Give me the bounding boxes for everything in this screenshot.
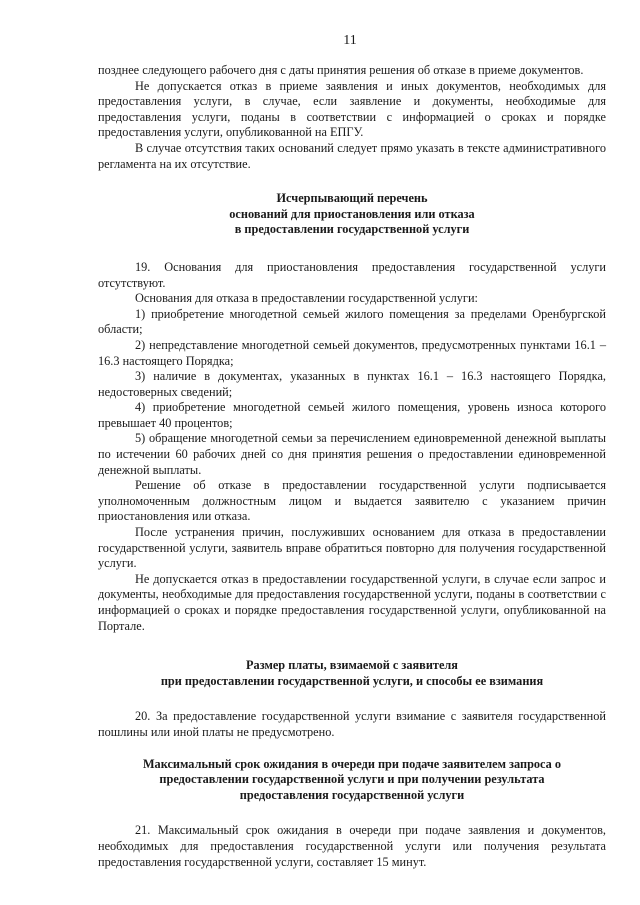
- section-heading-grounds: [98, 191, 606, 238]
- list-item-5: 5) обращение многодетной семьи за перечислением единовременной денежной выплаты по истечении 60 рабочих дней со дня принятия решения о предоставлении единовременной денежной выплаты.: [98, 431, 606, 477]
- heading-line: предоставления государственной услуги: [239, 787, 465, 802]
- document-body: [98, 63, 606, 870]
- paragraph-absence-note: В случае отсутствия таких оснований следует прямо указать в тексте административного регламента на их отсутствие.: [98, 140, 606, 171]
- paragraph-no-refusal-epgu: Не допускается отказ в приеме заявления и иных документов, необходимых для предоставления услуги, в случае, если заявление и документы, необходимые для предоставления услуги, поданы в соответствии с информацией о сроках и порядке предоставления услуги, опубликованной на ЕПГУ.: [98, 78, 606, 140]
- paragraph-21: 21. Максимальный срок ожидания в очереди при подаче заявления и документов, необходимых для предоставления государственной услуги или получения результата предоставления государственной услуги, составляет 15 минут.: [98, 823, 606, 869]
- list-item-3: 3) наличие в документах, указанных в пунктах 16.1 – 16.3 настоящего Порядка, недостоверных сведений;: [98, 369, 606, 399]
- heading-line: в предоставлении государственной услуги: [234, 222, 470, 237]
- paragraph-decision: Решение об отказе в предоставлении государственной услуги подписывается уполномоченным должностным лицом и выдается заявителю с указанием причин приостановления или отказа.: [98, 478, 606, 524]
- heading-line: Размер платы, взимаемой с заявителя: [246, 658, 458, 673]
- paragraph-portal: Не допускается отказ в предоставлении государственной услуги, в случае если запрос и документы, необходимые для предоставления государственной услуги, поданы в соответствии с информацией о сроках и порядке предоставления государственной услуги, опубликованной на Портале.: [98, 571, 606, 633]
- paragraph-20: 20. За предоставление государственной услуги взимание с заявителя государственной пошлины или иной платы не предусмотрено.: [98, 709, 606, 739]
- list-item-1: 1) приобретение многодетной семьей жилого помещения за пределами Оренбургской области;: [98, 306, 606, 337]
- section-heading-fee: [98, 658, 606, 689]
- heading-line: при предоставлении государственной услуги, и способы ее взимания: [160, 673, 544, 688]
- list-item-2: 2) непредставление многодетной семьей документов, предусмотренных пунктами 16.1 – 16.3 настоящего Порядка;: [98, 337, 606, 368]
- paragraph-refusal-intro: Основания для отказа в предоставлении государственной услуги:: [135, 291, 478, 306]
- heading-line: Исчерпывающий перечень: [276, 191, 428, 206]
- page-number: 11: [343, 33, 357, 48]
- paragraph-continuation: позднее следующего рабочего дня с даты принятия решения об отказе в приеме документов.: [98, 63, 584, 77]
- heading-line: Максимальный срок ожидания в очереди при подаче заявителем запроса о: [142, 756, 562, 771]
- paragraph-19: 19. Основания для приостановления предоставления государственной услуги отсутствуют.: [98, 259, 606, 290]
- paragraph-after-elimination: После устранения причин, послуживших основанием для отказа в предоставлении государственной услуги, заявитель вправе обратиться повторно для получения государственной услуги.: [98, 525, 606, 571]
- section-heading-queue: [98, 757, 606, 804]
- list-item-4: 4) приобретение многодетной семьей жилого помещения, уровень износа которого превышает 40 процентов;: [98, 400, 606, 430]
- heading-line: предоставлении государственной услуги и при получении результата: [159, 772, 545, 787]
- heading-line: оснований для приостановления или отказа: [229, 206, 475, 221]
